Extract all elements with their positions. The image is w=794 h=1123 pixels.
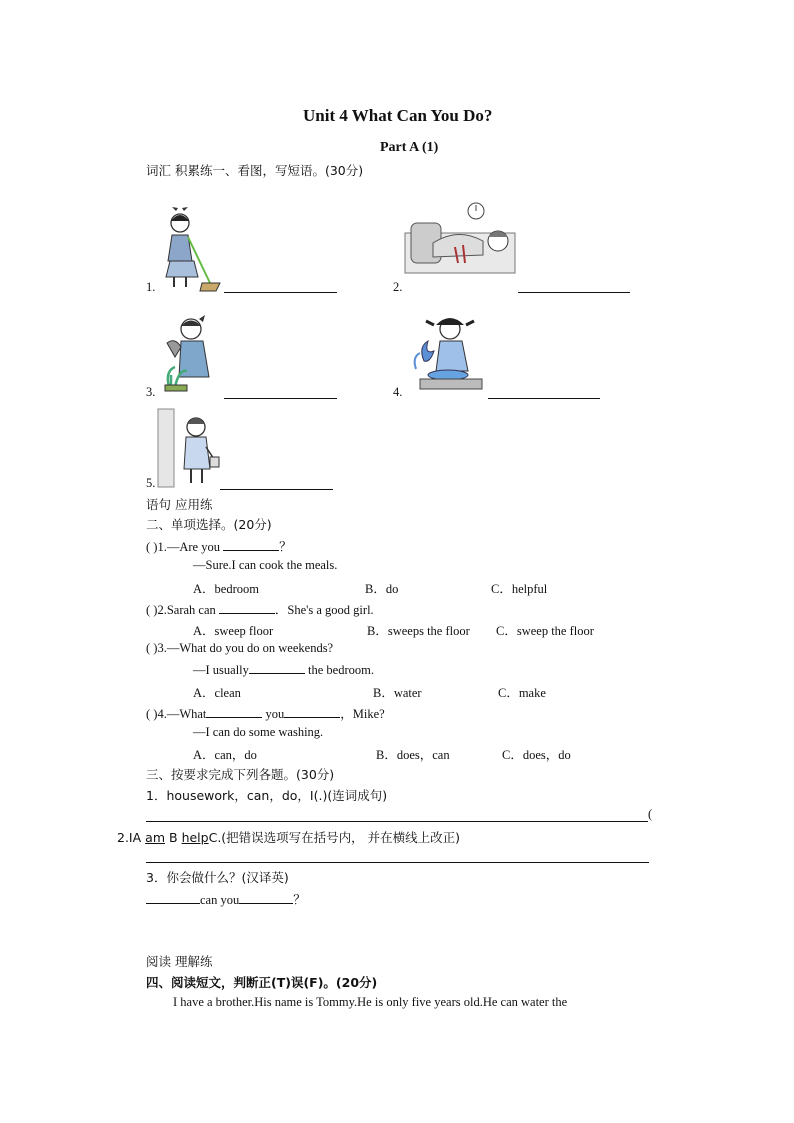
page-subtitle: Part A (1): [380, 140, 439, 155]
reading-passage: I have a brother.His name is Tommy.He is only five years old.He can water the: [173, 995, 568, 1009]
s3-q2: 2.IA am B helpC.(把错误选项写在括号内， 并在横线上改正): [117, 830, 461, 845]
section4-category: 阅读 理解练: [146, 954, 213, 969]
s3-q3-blank-2[interactable]: [239, 892, 293, 904]
girl-cooking-icon: [408, 311, 488, 393]
mc-q3: ( )3.—What do you do on weekends?: [146, 641, 334, 655]
item3-answer-line[interactable]: [224, 398, 337, 399]
item1-number: 1.: [146, 280, 156, 294]
girl-cleaning-icon: [156, 407, 222, 489]
item1-answer-line[interactable]: [224, 292, 337, 293]
mc-q2-option-c: C．sweep the floor: [496, 624, 594, 638]
girl-sweeping-icon: [158, 203, 224, 293]
mc-q4-option-c: C．does，do: [502, 748, 571, 762]
mc-q4-blank-1[interactable]: [206, 706, 262, 718]
mc-q4-option-b: B．does，can: [376, 748, 450, 762]
mc-q3-paren[interactable]: ( ): [146, 641, 158, 655]
item2-answer-line[interactable]: [518, 292, 630, 293]
mc-q1-blank[interactable]: [223, 539, 279, 551]
mc-q1-option-a: A．bedroom: [193, 582, 259, 596]
mc-q3-option-c: C．make: [498, 686, 546, 700]
s3-q3: 3．你会做什么？(汉译英): [146, 870, 289, 885]
item5-answer-line[interactable]: [220, 489, 333, 490]
mc-q2-option-a: A．sweep floor: [193, 624, 274, 638]
girl-making-bed-icon: [403, 193, 518, 275]
mc-q4: ( )4.—What you ，Mike?: [146, 707, 385, 721]
mc-q1: ( )1.—Are you ？: [146, 540, 292, 554]
mc-q3-reply: —I usually the bedroom.: [193, 663, 374, 677]
item2-number: 2.: [393, 280, 403, 294]
s3-q1: 1．housework，can，do，I(.)(连词成句): [146, 788, 388, 803]
mc-q2-paren[interactable]: ( ): [146, 603, 158, 617]
item4-number: 4.: [393, 385, 403, 399]
mc-q4-paren[interactable]: ( ): [146, 707, 158, 721]
mc-q4-option-a: A．can，do: [193, 748, 257, 762]
item5-number: 5.: [146, 476, 156, 490]
mc-q1-stem: 1.—Are you: [157, 540, 224, 554]
mc-q1-option-c: C．helpful: [491, 582, 548, 596]
section2-category: 语句 应用练: [146, 497, 213, 512]
s3-q1-answer-line[interactable]: [146, 821, 648, 822]
section2-heading: 二、单项选择。(20分): [146, 517, 272, 532]
item4-answer-line[interactable]: [488, 398, 600, 399]
mc-q1-paren[interactable]: ( ): [146, 540, 158, 554]
mc-q3-option-b: B．water: [373, 686, 422, 700]
section1-heading: 词汇 积累练一、看图，写短语。(30分): [146, 163, 364, 178]
mc-q2-blank[interactable]: [219, 602, 275, 614]
section4-heading: 四、阅读短文，判断正(T)误(F)。(20分): [146, 975, 378, 990]
page-title: Unit 4 What Can You Do?: [303, 106, 493, 125]
item3-number: 3.: [146, 385, 156, 399]
s3-q3-answer: can you ？: [146, 890, 306, 908]
girl-watering-plant-icon: [157, 311, 225, 393]
mc-q4-reply: —I can do some washing.: [193, 725, 324, 739]
mc-q2: ( )2.Sarah can ．She's a good girl.: [146, 603, 374, 617]
s3-q2-answer-line[interactable]: [146, 862, 649, 863]
section3-heading: 三、按要求完成下列各题。(30分): [146, 767, 335, 782]
mc-q2-option-b: B．sweeps the floor: [367, 624, 470, 638]
s3-q1-end: (: [648, 807, 653, 821]
mc-q3-option-a: A．clean: [193, 686, 241, 700]
mc-q4-blank-2[interactable]: [284, 706, 340, 718]
mc-q1-reply: —Sure.I can cook the meals.: [193, 558, 338, 572]
s3-q3-blank-1[interactable]: [146, 892, 200, 904]
mc-q1-option-b: B．do: [365, 582, 399, 596]
mc-q3-blank[interactable]: [249, 662, 305, 674]
